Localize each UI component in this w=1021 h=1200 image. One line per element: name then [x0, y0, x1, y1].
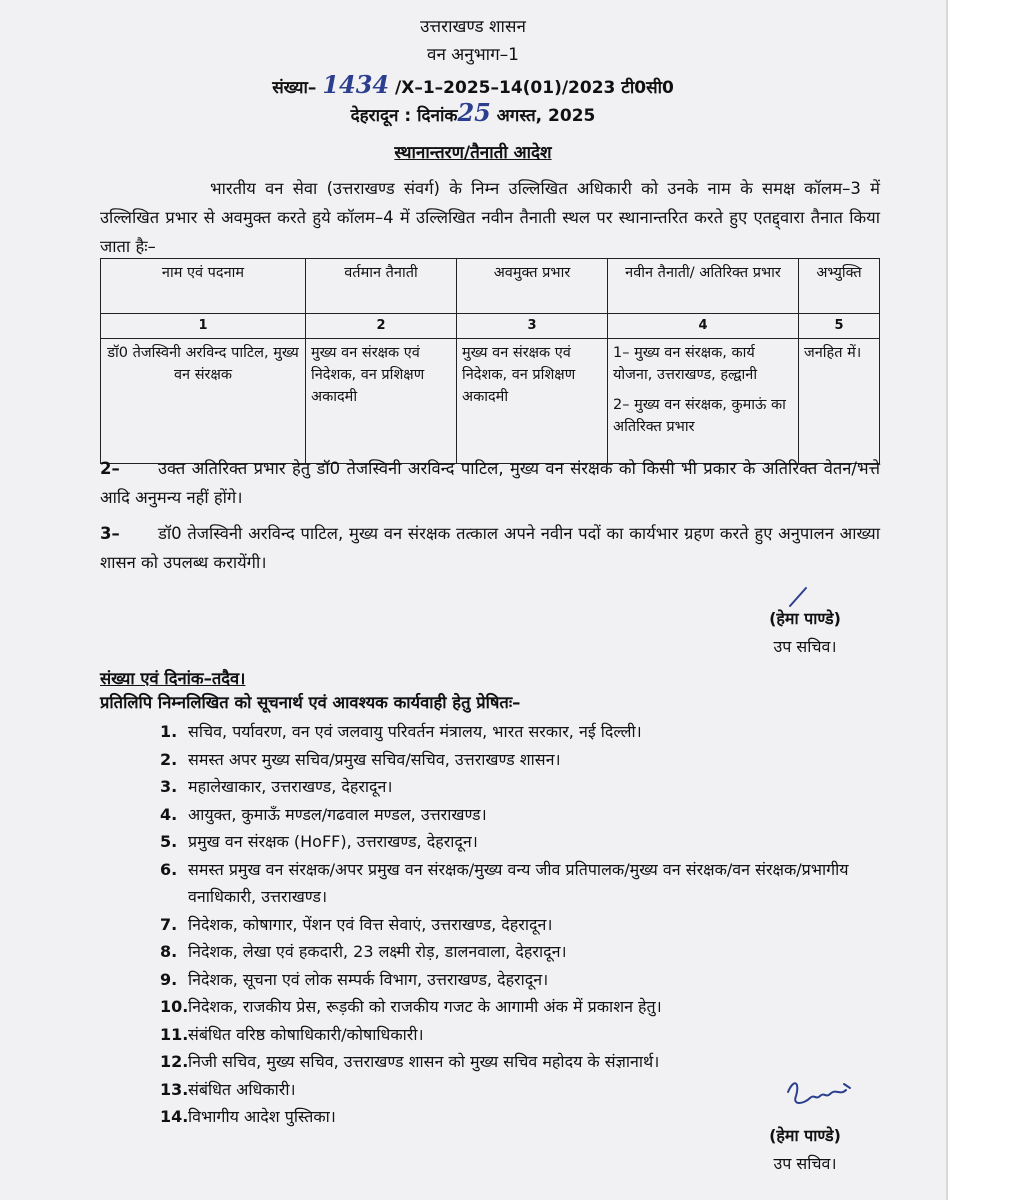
transfer-table	[100, 258, 880, 464]
list-item	[160, 1021, 890, 1049]
order-number-label: संख्या–	[272, 78, 317, 98]
list-item-text: समस्त प्रमुख वन संरक्षक/अपर प्रमुख वन संरक्षक/मुख्य वन्य जीव प्रतिपालक/मुख्य वन संरक्षक/वन संरक्षक/प्रभागीय वनाधिकारी, उत्तराखण्ड।	[188, 859, 849, 906]
new-posting-1: 1– मुख्य वन संरक्षक, कार्य योजना, उत्तराखण्ड, हल्द्वानी	[613, 345, 758, 383]
list-item-text: निदेशक, लेखा एवं हकदारी, 23 लक्ष्मी रोड़, डालनवाला, देहरादून।	[188, 942, 567, 961]
cell-new-posting	[608, 339, 799, 464]
table-header-row	[101, 259, 880, 314]
table-column-number: 1	[101, 314, 306, 339]
order-date-label: देहरादून : दिनांक	[350, 106, 458, 126]
list-item-text: आयुक्त, कुमाऊँ मण्डल/गढवाल मण्डल, उत्तराखण्ड।	[188, 804, 487, 824]
signature-1-designation: उप सचिव।	[773, 637, 837, 656]
list-item-text: निदेशक, राजकीय प्रेस, रूड़की को राजकीय गजट के आगामी अंक में प्रकाशन हेतु।	[188, 997, 662, 1016]
list-item-text: संबंधित अधिकारी।	[188, 1079, 296, 1099]
list-item-number: 2.	[160, 749, 178, 769]
list-item-number: 9.	[160, 969, 178, 989]
paragraph-2-text: उक्त अतिरिक्त प्रभार हेतु डॉ0 तेजस्विनी अरविन्द पाटिल, मुख्य वन संरक्षक को किसी भी प्रकार के अतिरिक्त वेतन/भत्ते आदि अनुमन्य नहीं होंगे।	[100, 459, 880, 507]
list-item	[160, 828, 890, 856]
list-item-number: 11.	[160, 1024, 189, 1044]
signature-2-name: (हेमा पाण्डे)	[769, 1126, 841, 1145]
order-date-handwritten: 25	[457, 98, 491, 127]
intro-paragraph: भारतीय वन सेवा (उत्तराखण्ड संवर्ग) के निम्न उल्लिखित अधिकारी को उनके नाम के समक्ष कॉलम–3 में उल्लिखित प्रभार से अवमुक्त करते हुये कॉलम–4 में उल्लिखित नवीन तैनाती स्थल पर स्थानान्तरित करते हुए एतद्द्वारा तैनात किया जाता हैः–	[100, 179, 880, 256]
order-number-handwritten: 1434	[322, 70, 390, 99]
list-item-number: 14.	[160, 1107, 189, 1126]
list-item	[160, 746, 890, 774]
paragraph-2-number: 2–	[100, 459, 120, 478]
list-item-number: 4.	[160, 804, 178, 824]
cell-name-designation: डॉ0 तेजस्विनी अरविन्द पाटिल, मुख्य वन संरक्षक	[101, 339, 306, 464]
table-column-number: 4	[608, 314, 799, 339]
header-government: उत्तराखण्ड शासन	[420, 17, 526, 37]
order-number	[0, 70, 946, 99]
table-number-row	[101, 314, 880, 339]
list-item-text: विभागीय आदेश पुस्तिका।	[188, 1107, 336, 1126]
cell-remark: जनहित में।	[799, 339, 880, 464]
list-item-text: निदेशक, सूचना एवं लोक सम्पर्क विभाग, उत्तराखण्ड, देहरादून।	[188, 969, 549, 989]
table-column-number: 3	[457, 314, 608, 339]
signature-2-designation: उप सचिव।	[773, 1154, 837, 1173]
list-item-number: 7.	[160, 914, 178, 934]
list-item-text: महालेखाकार, उत्तराखण्ड, देहरादून।	[188, 777, 393, 796]
list-item	[160, 993, 890, 1021]
cell-current-posting: मुख्य वन संरक्षक एवं निदेशक, वन प्रशिक्षण अकादमी	[306, 339, 457, 464]
list-item-number: 1.	[160, 722, 178, 741]
list-item-number: 12.	[160, 1052, 189, 1071]
paragraph-3-number: 3–	[100, 524, 120, 543]
copy-recipient-list	[160, 718, 890, 1131]
list-item-text: निजी सचिव, मुख्य सचिव, उत्तराखण्ड शासन को मुख्य सचिव महोदय के संज्ञानार्थ।	[188, 1052, 660, 1071]
list-item-number: 3.	[160, 777, 178, 796]
paragraph-2	[100, 454, 880, 512]
new-posting-2: 2– मुख्य वन संरक्षक, कुमाऊं का अतिरिक्त प्रभार	[613, 397, 786, 435]
list-item	[160, 938, 890, 966]
table-column-number: 5	[799, 314, 880, 339]
list-item	[160, 911, 890, 939]
signature-2-handwritten	[780, 1074, 860, 1114]
table-header-cell: वर्तमान तैनाती	[306, 259, 457, 314]
list-item-number: 13.	[160, 1079, 189, 1099]
list-item	[160, 856, 890, 911]
list-item-text: निदेशक, कोषागार, पेंशन एवं वित्त सेवाएं, उत्तराखण्ड, देहरादून।	[188, 914, 553, 934]
list-item-text: संबंधित वरिष्ठ कोषाधिकारी/कोषाधिकारी।	[188, 1024, 424, 1044]
order-title: स्थानान्तरण/तैनाती आदेश	[394, 143, 552, 163]
list-item	[160, 966, 890, 994]
order-number-rest: /X–1–2025–14(01)/2023 टी0सी0	[395, 78, 674, 98]
signature-1-name: (हेमा पाण्डे)	[769, 609, 841, 628]
table-column-number: 2	[306, 314, 457, 339]
table-header-cell: अवमुक्त प्रभार	[457, 259, 608, 314]
list-item-text: सचिव, पर्यावरण, वन एवं जलवायु परिवर्तन मंत्रालय, भारत सरकार, नई दिल्ली।	[188, 722, 642, 741]
table-header-cell: नाम एवं पदनाम	[101, 259, 306, 314]
list-item-text: प्रमुख वन संरक्षक (HoFF), उत्तराखण्ड, देहरादून।	[188, 832, 478, 851]
list-item-number: 6.	[160, 859, 178, 879]
header-section: वन अनुभाग–1	[427, 45, 519, 65]
list-item	[160, 1048, 890, 1076]
paragraph-3	[100, 519, 880, 577]
list-item-number: 8.	[160, 942, 178, 961]
table-header-cell: नवीन तैनाती/ अतिरिक्त प्रभार	[608, 259, 799, 314]
copy-reference: संख्या एवं दिनांक–तदैव।	[100, 669, 246, 688]
table-header-cell: अभ्युक्ति	[799, 259, 880, 314]
table-row	[101, 339, 880, 464]
list-item-text: समस्त अपर मुख्य सचिव/प्रमुख सचिव/सचिव, उत्तराखण्ड शासन।	[188, 749, 561, 769]
list-item	[160, 718, 890, 746]
list-item-number: 5.	[160, 832, 178, 851]
order-date-rest: अगस्त, 2025	[496, 106, 596, 126]
list-item	[160, 801, 890, 829]
cell-relieved-charge: मुख्य वन संरक्षक एवं निदेशक, वन प्रशिक्षण अकादमी	[457, 339, 608, 464]
paragraph-3-text: डॉ0 तेजस्विनी अरविन्द पाटिल, मुख्य वन संरक्षक तत्काल अपने नवीन पदों का कार्यभार ग्रहण करते हुए अनुपालन आख्या शासन को उपलब्ध करायेंगी।	[100, 524, 880, 572]
copy-heading: प्रतिलिपि निम्नलिखित को सूचनार्थ एवं आवश्यक कार्यवाही हेतु प्रेषितः–	[100, 693, 521, 712]
list-item-number: 10.	[160, 997, 189, 1016]
order-date	[0, 98, 946, 127]
list-item	[160, 773, 890, 801]
